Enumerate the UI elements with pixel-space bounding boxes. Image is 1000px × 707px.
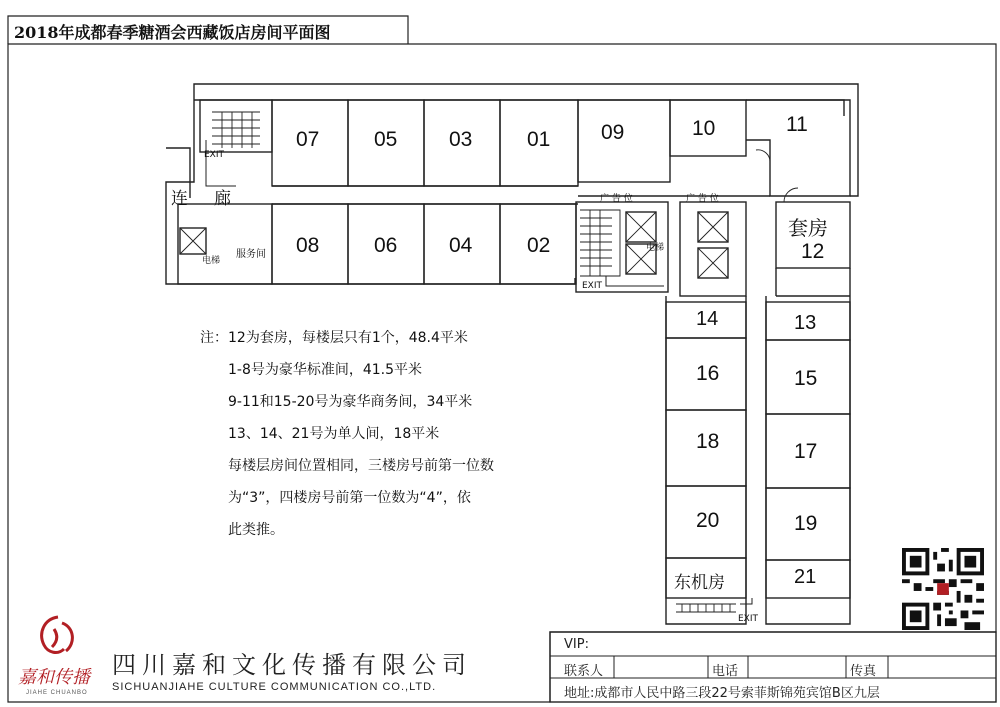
notes-block: [200, 322, 494, 546]
exit-label-center: EXIT: [582, 281, 603, 291]
room-21: 21: [794, 566, 817, 588]
page-title: 2018年成都春季糖酒会西藏饭店房间平面图: [14, 23, 331, 42]
contact-label: 联系人: [564, 664, 604, 679]
corridor-label-2: 廊: [214, 189, 231, 209]
room-19: 19: [794, 512, 818, 535]
note-line: 为“3”，四楼房号前第一位数为“4”，依: [228, 490, 471, 506]
exit-label-lower: EXIT: [738, 614, 759, 624]
ad-space-label-1: 广 告 位: [600, 194, 633, 204]
qr-code-icon: [902, 548, 984, 630]
vip-label: VIP:: [564, 637, 589, 652]
room-06: 06: [374, 234, 398, 257]
ad-space-label-2: 广 告 位: [686, 194, 719, 204]
room-16: 16: [696, 362, 720, 385]
exit-label-upper: EXIT: [204, 150, 225, 160]
company-name-cn: 四川嘉和文化传播有限公司: [112, 651, 472, 679]
company-name-en: SICHUANJIAHE CULTURE COMMUNICATION CO.,LTD.: [112, 681, 437, 693]
note-line: 13、14、21号为单人间，18平米: [228, 426, 440, 442]
phone-label: 电话: [712, 664, 739, 679]
room-07: 07: [296, 128, 320, 151]
suite-label: 套房: [788, 216, 828, 240]
note-line: 9-11和15-20号为豪华商务间，34平米: [228, 394, 473, 410]
elevator-label-center: 电梯: [646, 243, 665, 253]
room-20: 20: [696, 509, 720, 532]
room-10: 10: [692, 117, 716, 140]
logo-subtext: JIAHE CHUANBO: [26, 690, 88, 696]
east-machine-room: 东机房: [674, 573, 725, 593]
room-14: 14: [696, 308, 719, 330]
room-15: 15: [794, 367, 818, 390]
room-08: 08: [296, 234, 320, 257]
note-line: 此类推。: [228, 522, 284, 538]
room-05: 05: [374, 128, 398, 151]
note-line: 每楼层房间位置相同，三楼房号前第一位数: [228, 458, 494, 474]
room-12: 12: [801, 240, 825, 263]
note-line: 注：12为套房，每楼层只有1个，48.4平米: [200, 330, 468, 346]
room-04: 04: [449, 234, 473, 257]
service-room-label: 服务间: [236, 249, 266, 260]
logo-text: 嘉和传播: [18, 667, 90, 688]
room-09: 09: [601, 121, 625, 144]
room-17: 17: [794, 440, 818, 463]
corridor-label-1: 连: [171, 189, 188, 209]
note-line: 1-8号为豪华标准间，41.5平米: [228, 362, 423, 378]
room-02: 02: [527, 234, 551, 257]
address-text: 地址:成都市人民中路三段22号索菲斯锦苑宾馆B区九层: [564, 686, 880, 701]
fax-label: 传真: [850, 664, 877, 679]
room-11: 11: [786, 113, 808, 136]
room-01: 01: [527, 128, 551, 151]
room-03: 03: [449, 128, 473, 151]
elevator-label-left: 电梯: [202, 256, 221, 266]
room-18: 18: [696, 430, 720, 453]
room-13: 13: [794, 312, 817, 334]
